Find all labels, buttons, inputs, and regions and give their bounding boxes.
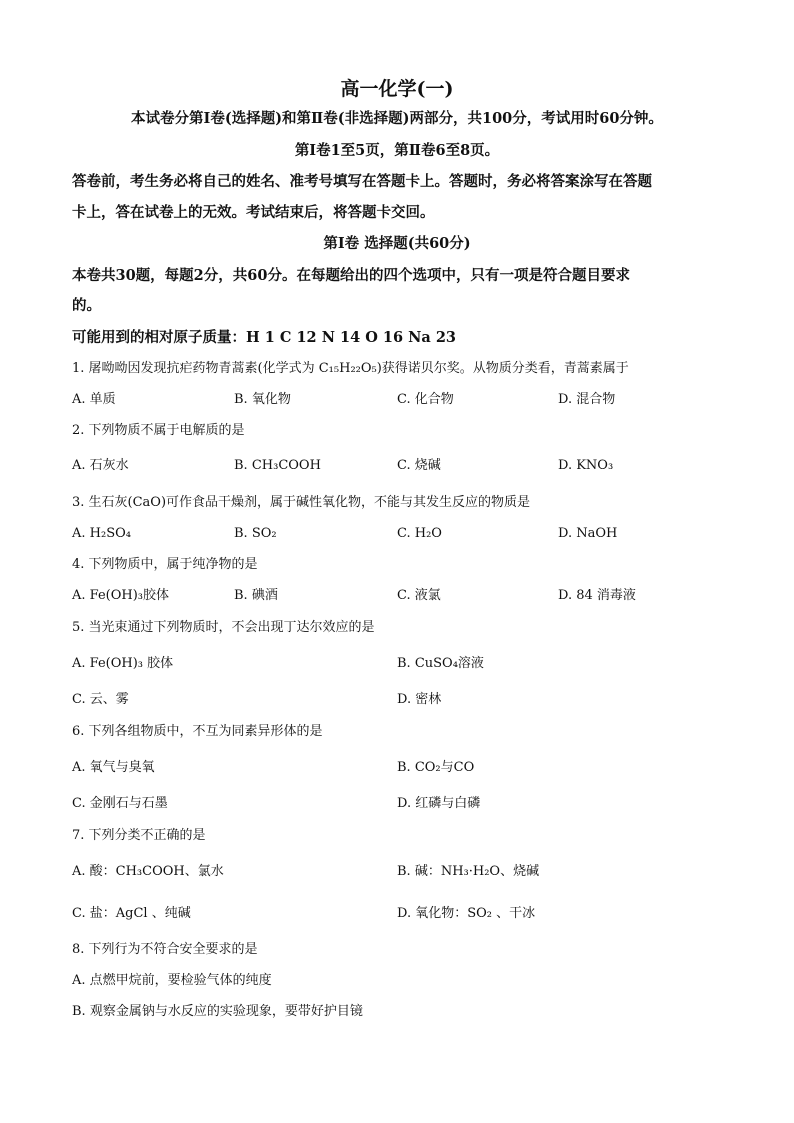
question-3-stem: 3. 生石灰(CaO)可作食品干燥剂，属于碱性氧化物，不能与其发生反应的物质是	[72, 495, 531, 510]
question-3-option-b[interactable]: B. SO₂	[234, 526, 277, 541]
question-6-option-d[interactable]: D. 红磷与白磷	[397, 796, 481, 811]
question-6-stem: 6. 下列各组物质中，不互为同素异形体的是	[72, 724, 323, 739]
question-4-option-d[interactable]: D. 84 消毒液	[558, 588, 636, 603]
question-1-option-a[interactable]: A. 单质	[72, 392, 116, 407]
question-1-option-d[interactable]: D. 混合物	[558, 392, 616, 407]
question-1-stem: 1. 屠呦呦因发现抗疟药物青蒿素(化学式为 C₁₅H₂₂O₅)获得诺贝尔奖。从物质分类看，青蒿素属于	[72, 361, 629, 376]
question-4-option-c[interactable]: C. 液氯	[397, 588, 441, 603]
question-5-stem: 5. 当光束通过下列物质时，不会出现丁达尔效应的是	[72, 620, 375, 635]
section-desc-line-1: 本卷共30题，每题2分，共60分。在每题给出的四个选项中，只有一项是符合题目要求	[72, 267, 630, 284]
question-4-option-b[interactable]: B. 碘酒	[234, 588, 278, 603]
intro-line-1: 本试卷分第Ⅰ卷(选择题)和第Ⅱ卷(非选择题)两部分，共100分，考试用时60分钟。	[131, 110, 663, 127]
question-3-option-c[interactable]: C. H₂O	[397, 526, 442, 541]
question-8-option-a[interactable]: A. 点燃甲烷前，要检验气体的纯度	[72, 973, 272, 988]
question-7-option-d[interactable]: D. 氧化物：SO₂ 、干冰	[397, 906, 536, 921]
question-2-option-a[interactable]: A. 石灰水	[72, 458, 129, 473]
section-title: 第Ⅰ卷 选择题(共60分)	[323, 235, 471, 252]
question-2-option-d[interactable]: D. KNO₃	[558, 458, 614, 473]
question-4-option-a[interactable]: A. Fe(OH)₃胶体	[72, 588, 170, 603]
question-6-option-c[interactable]: C. 金刚石与石墨	[72, 796, 168, 811]
question-7-option-c[interactable]: C. 盐：AgCl 、纯碱	[72, 906, 191, 921]
intro-line-2: 第Ⅰ卷1至5页，第Ⅱ卷6至8页。	[294, 142, 500, 159]
question-1-option-c[interactable]: C. 化合物	[397, 392, 454, 407]
question-5-option-a[interactable]: A. Fe(OH)₃ 胶体	[72, 656, 174, 671]
question-6-option-b[interactable]: B. CO₂与CO	[397, 760, 475, 775]
page-title: 高一化学(一)	[340, 78, 454, 100]
question-5-option-d[interactable]: D. 密林	[397, 692, 442, 707]
question-3-option-d[interactable]: D. NaOH	[558, 526, 618, 541]
question-1-option-b[interactable]: B. 氧化物	[234, 392, 291, 407]
question-8-stem: 8. 下列行为不符合安全要求的是	[72, 942, 258, 957]
question-4-stem: 4. 下列物质中，属于纯净物的是	[72, 557, 258, 572]
question-2-stem: 2. 下列物质不属于电解质的是	[72, 423, 245, 438]
question-3-option-a[interactable]: A. H₂SO₄	[72, 526, 131, 541]
question-6-option-a[interactable]: A. 氧气与臭氧	[72, 760, 155, 775]
question-2-option-b[interactable]: B. CH₃COOH	[234, 458, 321, 473]
question-7-option-b[interactable]: B. 碱：NH₃·H₂O、烧碱	[397, 864, 540, 879]
notice-line-1: 答卷前，考生务必将自己的姓名、准考号填写在答题卡上。答题时，务必将答案涂写在答题	[72, 173, 652, 190]
notice-line-2: 卡上，答在试卷上的无效。考试结束后，将答题卡交回。	[72, 204, 435, 221]
atomic-masses: 可能用到的相对原子质量：H 1 C 12 N 14 O 16 Na 23	[72, 329, 457, 346]
question-2-option-c[interactable]: C. 烧碱	[397, 458, 441, 473]
question-7-stem: 7. 下列分类不正确的是	[72, 828, 206, 843]
section-desc-line-2: 的。	[72, 297, 101, 314]
question-7-option-a[interactable]: A. 酸：CH₃COOH、氯水	[72, 864, 224, 879]
question-5-option-b[interactable]: B. CuSO₄溶液	[397, 656, 484, 671]
question-5-option-c[interactable]: C. 云、雾	[72, 692, 129, 707]
question-8-option-b[interactable]: B. 观察金属钠与水反应的实验现象，要带好护目镜	[72, 1004, 363, 1019]
